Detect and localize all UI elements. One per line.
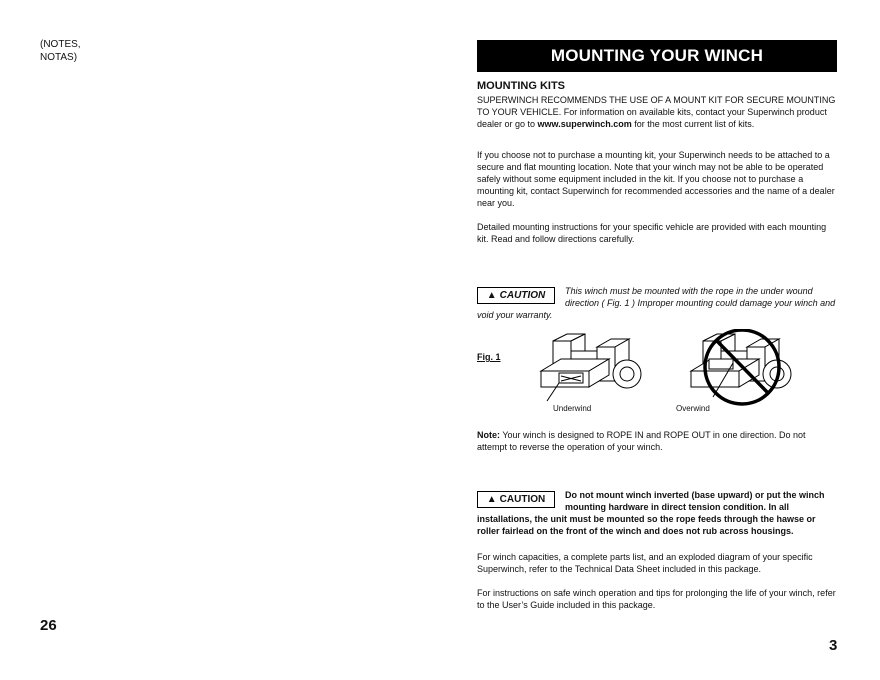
- paragraph-users-guide: For instructions on safe winch operation and tips for prolonging the life of your winch, refer to the User’s Guide included in this package.: [477, 588, 836, 610]
- caution-rope-direction: [477, 285, 837, 321]
- caption-overwind: Overwind: [676, 404, 710, 413]
- figure-label: Fig. 1: [477, 352, 501, 362]
- underwind-winch-drawing: [541, 334, 641, 401]
- note-label: Note:: [477, 430, 500, 440]
- section-heading: MOUNTING KITS: [477, 80, 565, 92]
- warning-triangle-icon: ▲: [486, 494, 497, 505]
- caution-text-2: Do not mount winch inverted (base upward) or put the winch mounting hardware in direct tension condition. In all installations, the unit must be mounted so the rope feeds through the hawse or roller fairlead on the front of the winch and does not rub across housings.: [477, 490, 825, 536]
- caution-text: This winch must be mounted with the rope in the under wound direction ( Fig. 1 ) Improper mounting could damage your winch and void your warranty.: [477, 286, 836, 320]
- paragraph-mount-kits-b: for the most current list of kits.: [631, 119, 755, 129]
- paragraph-no-kit: If you choose not to purchase a mounting kit, your Superwinch needs to be attached to a secure and flat mounting location. Note that your winch may not be able to be operated safely without some equipment included in the kit. If you choose not to purchase a mounting kit, contact Superwinch for recommended accessories and the name of a dealer near you.: [477, 150, 835, 208]
- paragraph-mount-kits-a: SUPERWINCH RECOMMENDS THE USE OF A MOUNT KIT FOR SECURE MOUNTING TO YOUR VEHICLE. For information on available kits, contact your Superwinch product dealer or go to: [477, 95, 836, 129]
- note-text: Your winch is designed to ROPE IN and ROPE OUT in one direction. Do not attempt to reverse the operation of your winch.: [477, 430, 806, 452]
- caution-label-2: CAUTION: [499, 494, 546, 505]
- paragraph-mount-kits: [477, 94, 837, 130]
- figure-1: [477, 329, 837, 419]
- paragraph-instructions: Detailed mounting instructions for your specific vehicle are provided with each mounting kit. Read and follow directions carefully.: [477, 222, 827, 244]
- caption-underwind: Underwind: [553, 404, 592, 413]
- page-title-banner: MOUNTING YOUR WINCH: [477, 40, 837, 72]
- caution-mounting-orientation: [477, 489, 837, 537]
- right-page-number: 3: [829, 637, 838, 654]
- paragraph-technical-data: For winch capacities, a complete parts list, and an exploded diagram of your specific Superwinch, refer to the Technical Data Sheet included in this package.: [477, 552, 813, 574]
- caution-label: CAUTION: [499, 290, 546, 301]
- superwinch-link[interactable]: www.superwinch.com: [537, 119, 632, 129]
- caution-badge: [477, 287, 555, 304]
- left-page-number: 26: [40, 617, 57, 634]
- caution-badge-2: [477, 491, 555, 508]
- right-page-content: [477, 40, 837, 611]
- note-paragraph: [477, 429, 837, 453]
- warning-triangle-icon: ▲: [486, 290, 497, 301]
- notes-label: (NOTES, NOTAS): [40, 39, 81, 63]
